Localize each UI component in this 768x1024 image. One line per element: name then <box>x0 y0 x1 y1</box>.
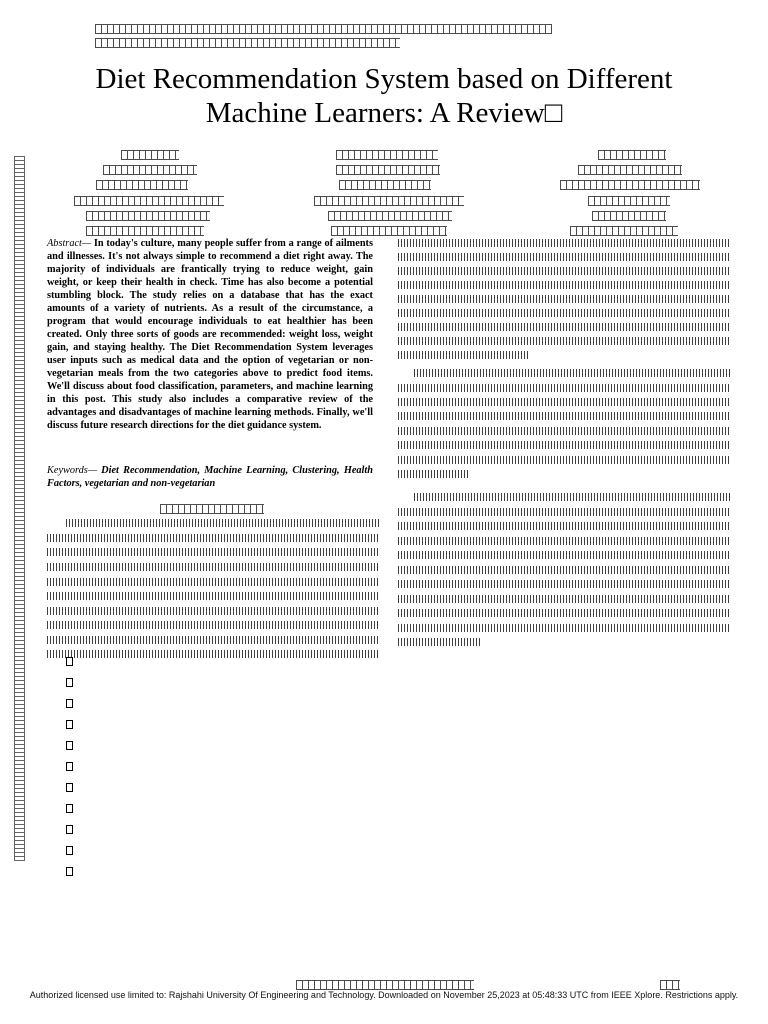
author-garbled-line <box>570 226 678 236</box>
author-garbled-line <box>339 180 431 190</box>
body-garbled-line <box>398 638 482 646</box>
title-missing-glyph: □ <box>544 97 563 129</box>
bullet-box <box>66 741 73 750</box>
bullet-box <box>66 783 73 792</box>
header-garbled-line <box>95 38 400 48</box>
bullet-box <box>66 825 73 834</box>
body-garbled-line <box>398 239 730 247</box>
body-garbled-line <box>414 493 730 501</box>
keywords-dash: — <box>87 465 97 476</box>
body-garbled-line <box>398 384 730 392</box>
body-garbled-line <box>398 337 730 345</box>
body-garbled-line <box>398 427 730 435</box>
header-garbled-line <box>95 24 552 34</box>
page-number-garbled <box>660 980 680 990</box>
paper-title <box>40 62 728 130</box>
abstract <box>47 237 373 432</box>
body-garbled-line <box>398 267 730 275</box>
body-garbled-line <box>66 519 380 527</box>
body-garbled-line <box>47 563 380 571</box>
keywords <box>47 464 373 490</box>
bullet-box <box>66 699 73 708</box>
author-garbled-line <box>592 211 666 221</box>
abstract-dash: — <box>81 238 92 249</box>
body-garbled-line <box>398 309 730 317</box>
author-garbled-line <box>560 180 700 190</box>
bullet-box <box>66 657 73 666</box>
body-garbled-line <box>47 592 380 600</box>
section-heading-garbled <box>160 504 264 514</box>
author-garbled-line <box>336 165 440 175</box>
body-garbled-line <box>398 456 730 464</box>
title-line-2-text: Machine Learners: A Review <box>205 97 545 129</box>
body-garbled-line <box>398 470 470 478</box>
body-garbled-line <box>47 534 380 542</box>
author-garbled-line <box>96 180 188 190</box>
sidebar-vertical-text <box>14 156 25 861</box>
body-garbled-line <box>398 398 730 406</box>
body-garbled-line <box>398 253 730 261</box>
author-garbled-line <box>86 226 204 236</box>
author-garbled-line <box>86 211 210 221</box>
body-garbled-line <box>398 508 730 516</box>
body-garbled-line <box>398 595 730 603</box>
body-garbled-line <box>398 281 730 289</box>
body-garbled-line <box>398 295 730 303</box>
abstract-text: In today's culture, many people suffer from a range of ailments and illnesses. It's not always simple to recommend a diet right away. The majority of individuals are frantically trying to reduce weight, gain weight, or keep their health in check. Time has also become a potential stumbling block. The study relies on a database that has the exact amounts of a variety of nutrients. As a result of the circumstance, a program that would encourage individuals to eat healthier has been created. Only three sorts of goods are recommended: weight loss, weight gain, and staying healthy. The Diet Recommendation System leverages user inputs such as medical data and the option of vegetarian or non-vegetarian meals from the two categories above to predict food items. We'll discuss about food classification, parameters, and machine learning in this post. This study also includes a comparative review of the advantages and disadvantages of machine learning methods. Finally, we'll discuss future research directions for the diet guidance system. <box>47 238 373 431</box>
download-license-note: Authorized licensed use limited to: Rajshahi University Of Engineering and Technology. Downloaded on November 25,2023 at 05:48:33 UTC from IEEE Xplore. Restrictions apply. <box>29 990 739 1000</box>
body-garbled-line <box>414 369 730 377</box>
body-garbled-line <box>47 548 380 556</box>
body-garbled-line <box>398 551 730 559</box>
body-garbled-line <box>398 441 730 449</box>
bullet-box <box>66 846 73 855</box>
body-garbled-line <box>398 323 730 331</box>
body-garbled-line <box>398 609 730 617</box>
body-garbled-line <box>47 578 380 586</box>
body-garbled-line <box>398 412 730 420</box>
body-garbled-line <box>398 624 730 632</box>
body-garbled-line <box>47 650 380 658</box>
bullet-box <box>66 867 73 876</box>
bullet-box <box>66 720 73 729</box>
author-garbled-line <box>331 226 447 236</box>
author-garbled-line <box>74 196 224 206</box>
author-garbled-line <box>578 165 682 175</box>
footer-garbled-line <box>296 980 474 990</box>
body-garbled-line <box>47 636 380 644</box>
keywords-lead: Keywords <box>47 465 88 476</box>
title-line-2 <box>40 96 728 130</box>
body-garbled-line <box>398 537 730 545</box>
bullet-box <box>66 762 73 771</box>
author-garbled-line <box>598 150 666 160</box>
body-garbled-line <box>47 607 380 615</box>
body-garbled-line <box>398 522 730 530</box>
author-garbled-line <box>328 211 452 221</box>
body-garbled-line <box>47 621 380 629</box>
abstract-lead: Abstract <box>47 238 82 249</box>
body-garbled-line <box>398 351 530 359</box>
body-garbled-line <box>398 566 730 574</box>
bullet-box <box>66 804 73 813</box>
keywords-text: Diet Recommendation, Machine Learning, Clustering, Health Factors, vegetarian and non-vegetarian <box>47 465 373 489</box>
author-garbled-line <box>588 196 670 206</box>
bullet-box <box>66 678 73 687</box>
title-line-1: Diet Recommendation System based on Different <box>95 63 673 95</box>
author-garbled-line <box>103 165 197 175</box>
author-garbled-line <box>314 196 464 206</box>
body-garbled-line <box>398 580 730 588</box>
author-garbled-line <box>336 150 438 160</box>
author-garbled-line <box>121 150 179 160</box>
